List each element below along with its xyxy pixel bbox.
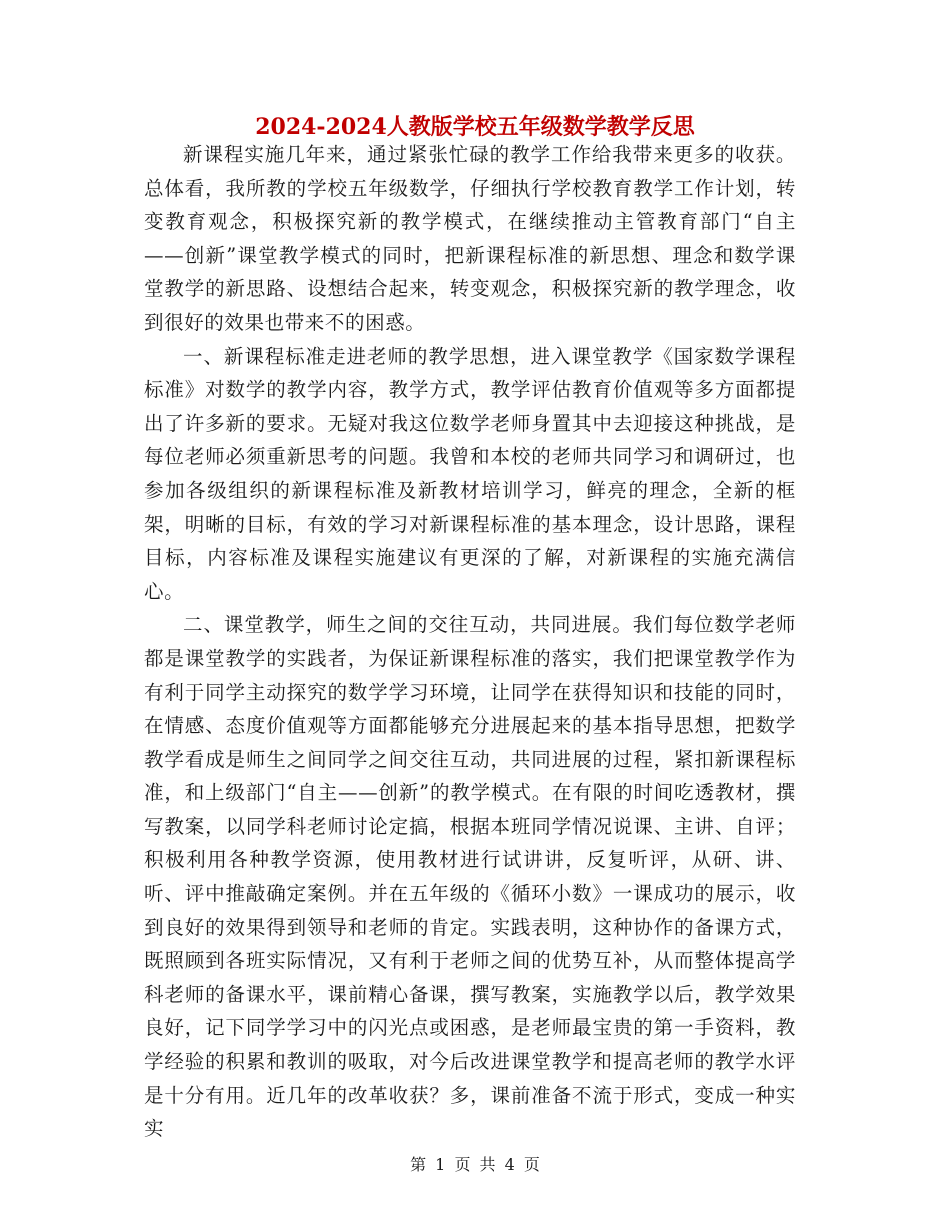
document-body xyxy=(144,138,796,1146)
paragraph-intro: 新课程实施几年来，通过紧张忙碌的教学工作给我带来更多的收获。总体看，我所教的学校五年级数学，仔细执行学校教育教学工作计划，转变教育观念，积极探究新的教学模式，在继续推动主管教育部门“自主——创新”课堂教学模式的同时，把新课程标准的新思想、理念和数学课堂教学的新思路、设想结合起来，转变观念，积极探究新的教学理念，收到很好的效果也带来不的困惑。 xyxy=(144,143,796,334)
document-title: 2024-2024人教版学校五年级数学教学反思 xyxy=(255,114,695,140)
page-number-footer: 第 1 页 共 4 页 xyxy=(410,1155,540,1174)
paragraph-section-1: 一、新课程标准走进老师的教学思想，进入课堂教学《国家数学课程标准》对数学的教学内容，教学方式，教学评估教育价值观等多方面都提出了许多新的要求。无疑对我这位数学老师身置其中去迎接这种挑战，是每位老师必须重新思考的问题。我曾和本校的老师共同学习和调研过，也参加各级组织的新课程标准及新教材培训学习，鲜亮的理念，全新的框架，明晰的目标，有效的学习对新课程标准的基本理念，设计思路，课程目标，内容标准及课程实施建议有更深的了解，对新课程的实施充满信心。 xyxy=(144,344,796,603)
paragraph-section-2: 二、课堂教学，师生之间的交往互动，共同进展。我们每位数学老师都是课堂教学的实践者，为保证新课程标准的落实，我们把课堂教学作为有利于同学主动探究的数学学习环境，让同学在获得知识和技能的同时，在情感、态度价值观等方面都能够充分进展起来的基本指导思想，把数学教学看成是师生之间同学之间交往互动，共同进展的过程，紧扣新课程标准，和上级部门“自主——创新”的教学模式。在有限的时间吃透教材，撰写教案，以同学科老师讨论定搞，根据本班同学情况说课、主讲、自评；积极利用各种教学资源，使用教材进行试讲讲，反复听评，从研、讲、听、评中推敲确定案例。并在五年级的《循环小数》一课成功的展示，收到良好的效果得到领导和老师的肯定。实践表明，这种协作的备课方式，既照顾到各班实际情况，又有利于老师之间的优势互补，从而整体提高学科老师的备课水平，课前精心备课，撰写教案，实施教学以后，教学效果良好，记下同学学习中的闪光点或困惑，是老师最宝贵的第一手资料，教学经验的积累和教训的吸取，对今后改进课堂教学和提高老师的教学水评是十分有用。近几年的改革收获？多，课前准备不流于形式，变成一种实实 xyxy=(144,613,796,1141)
